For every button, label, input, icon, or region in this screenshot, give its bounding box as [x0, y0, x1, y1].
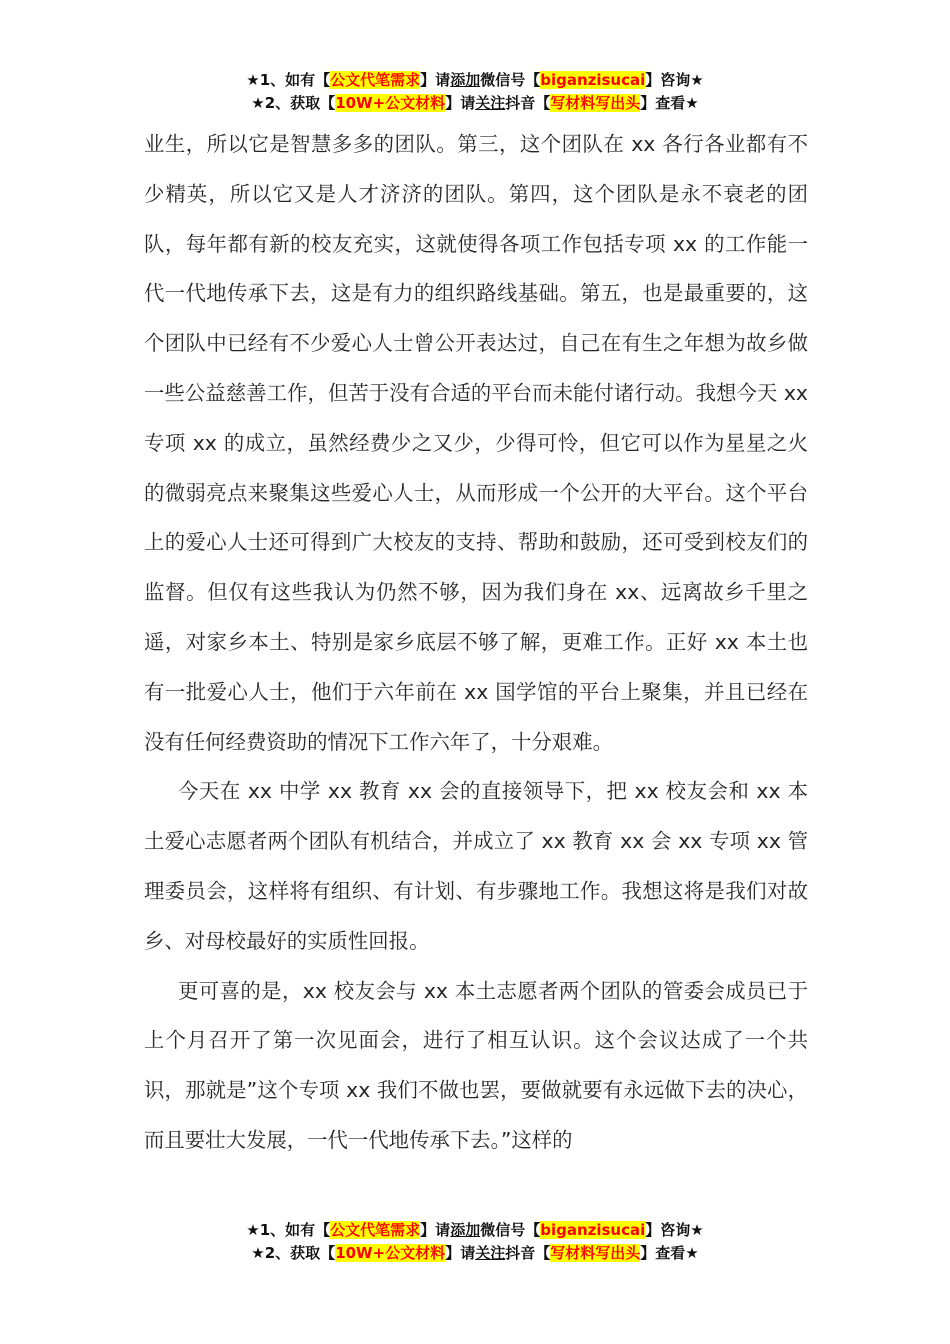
- highlight-douyin: 写材料写出头: [550, 94, 641, 112]
- footer-banner: [0, 1219, 950, 1265]
- highlight-materials: 10W+公文材料: [335, 94, 446, 112]
- banner-text: 添加: [450, 1221, 481, 1239]
- banner-line-1: [0, 1219, 950, 1242]
- banner-line-2: [0, 92, 950, 115]
- banner-text: 】请: [420, 1221, 451, 1239]
- highlight-service: 公文代笔需求: [330, 71, 421, 89]
- paragraph-1: 业生，所以它是智慧多多的团队。第三，这个团队在 xx 各行各业都有不少精英，所以它又是人才济济的团队。第四，这个团队是永不衰老的团队，每年都有新的校友充实，这就使得各项工作包括专项 xx 的工作能一代一代地传承下去，这是有力的组织路线基础。第五，也是最重要的，这个团队中已经有不少爱心人士曾公开表达过，自己在有生之年想为故乡做一些公益慈善工作，但苦于没有合适的平台而未能付诸行动。我想今天 xx 专项 xx 的成立，虽然经费少之又少，少得可怜，但它可以作为星星之火的微弱亮点来聚集这些爱心人士，从而形成一个公开的大平台。这个平台上的爱心人士还可得到广大校友的支持、帮助和鼓励，还可受到校友们的监督。但仅有这些我认为仍然不够，因为我们身在 xx、远离故乡千里之遥，对家乡本土、特别是家乡底层不够了解，更难工作。正好 xx 本土也有一批爱心人士，他们于六年前在 xx 国学馆的平台上聚集，并且已经在没有任何经费资助的情况下工作六年了，十分艰难。: [144, 132, 808, 754]
- header-banner: [0, 69, 950, 115]
- banner-text: 抖音【: [505, 94, 551, 112]
- banner-text: ★1、如有【: [246, 71, 331, 89]
- banner-text: 微信号【: [480, 1221, 541, 1239]
- banner-line-1: [0, 69, 950, 92]
- banner-text: 关注: [475, 94, 506, 112]
- highlight-materials: 10W+公文材料: [335, 1244, 446, 1262]
- banner-text: ★2、获取【: [251, 94, 336, 112]
- banner-text: 】请: [420, 71, 451, 89]
- banner-text: 】查看★: [640, 1244, 699, 1262]
- banner-text: 】查看★: [640, 94, 699, 112]
- banner-text: 微信号【: [480, 71, 541, 89]
- banner-text: ★2、获取【: [251, 1244, 336, 1262]
- banner-line-2: [0, 1242, 950, 1265]
- highlight-service: 公文代笔需求: [330, 1221, 421, 1239]
- banner-text: 】请: [445, 94, 476, 112]
- banner-text: 关注: [475, 1244, 506, 1262]
- banner-text: 】请: [445, 1244, 476, 1262]
- banner-text: 添加: [450, 71, 481, 89]
- highlight-wechat-id: biganzisucai: [540, 71, 646, 89]
- highlight-wechat-id: biganzisucai: [540, 1221, 646, 1239]
- banner-text: ★1、如有【: [246, 1221, 331, 1239]
- banner-text: 】咨询★: [645, 71, 704, 89]
- paragraph-3: 更可喜的是，xx 校友会与 xx 本土志愿者两个团队的管委会成员已于上个月召开了第一次见面会，进行了相互认识。这个会议达成了一个共识，那就是”这个专项 xx 我们不做也罢，要做就要有永远做下去的决心，而且要壮大发展，一代一代地传承下去。”这样的: [144, 978, 808, 1152]
- paragraph-2: 今天在 xx 中学 xx 教育 xx 会的直接领导下，把 xx 校友会和 xx 本土爱心志愿者两个团队有机结合，并成立了 xx 教育 xx 会 xx 专项 xx 管理委员会，这样将有组织、有计划、有步骤地工作。我想这将是我们对故乡、对母校最好的实质性回报。: [144, 779, 808, 953]
- banner-text: 抖音【: [505, 1244, 551, 1262]
- document-body: [144, 120, 808, 1166]
- banner-text: 】咨询★: [645, 1221, 704, 1239]
- highlight-douyin: 写材料写出头: [550, 1244, 641, 1262]
